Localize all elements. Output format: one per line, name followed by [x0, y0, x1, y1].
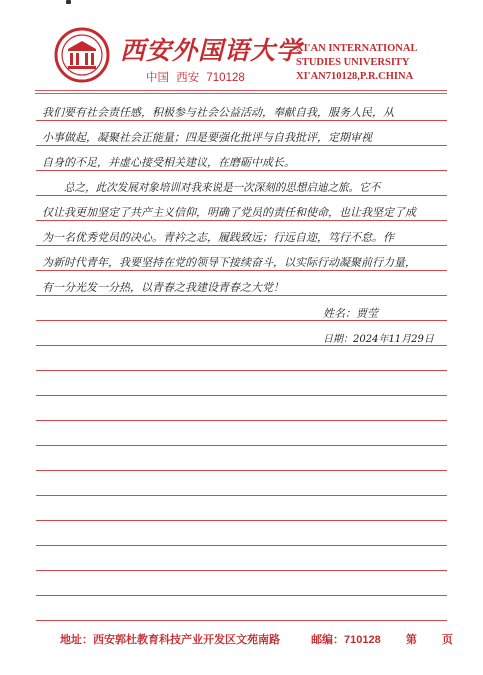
handwritten-line: 自身的不足，并虚心接受相关建议，在磨砺中成长。 — [42, 156, 295, 169]
ruled-line — [36, 520, 447, 521]
handwritten-line: 总之，此次发展对象培训对我来说是一次深刻的思想启迪之旅。它不 — [64, 181, 381, 194]
ruled-line — [36, 420, 447, 421]
footer-address: 地址：西安郭杜教育科技产业开发区文苑南路 — [60, 634, 280, 646]
ruled-line — [36, 145, 447, 146]
handwritten-line: 为一名优秀党员的决心。青衿之志，履践致远；行远自迩，笃行不怠。作 — [42, 231, 394, 244]
ruled-line — [36, 120, 447, 121]
university-name-cn: 西安外国语大学 — [120, 36, 303, 65]
date-value: 2024年11月29日 — [353, 334, 434, 345]
header-rule — [35, 90, 447, 91]
university-name-en-line2: STUDIES UNIVERSITY — [296, 57, 410, 68]
ruled-line — [36, 195, 447, 196]
ruled-line — [36, 345, 447, 346]
handwritten-line: 为新时代青年，我要坚持在党的领导下接续奋斗，以实际行动凝聚前行力量， — [42, 256, 416, 269]
handwritten-line: 仅让我更加坚定了共产主义信仰，明确了党员的责任和使命，也让我坚定了成 — [42, 206, 416, 219]
university-logo-icon — [54, 27, 110, 83]
signature-name: 贾莹 — [356, 307, 378, 320]
ruled-line — [36, 545, 447, 546]
footer-page-suffix: 页 — [441, 634, 453, 646]
date-label: 日期： — [323, 334, 353, 345]
signature-row — [323, 305, 443, 321]
footer-page-label: 第 — [405, 634, 417, 646]
signature-label: 姓名： — [323, 307, 356, 320]
ruled-line — [36, 245, 447, 246]
handwritten-line: 小事做起，凝聚社会正能量；四是要强化批评与自我批评，定期审视 — [42, 131, 372, 144]
ruled-line — [36, 395, 447, 396]
ruled-line — [36, 370, 447, 371]
location-cn: 中国 西安 710128 — [146, 72, 245, 84]
ruled-line — [36, 570, 447, 571]
ruled-line — [36, 295, 447, 296]
handwritten-line: 有一分光发一分热，以青春之我建设青春之大党！ — [42, 281, 284, 294]
ruled-line — [36, 170, 447, 171]
footer-postcode: 邮编：710128 — [311, 634, 381, 646]
university-name-en-line1: XI'AN INTERNATIONAL — [296, 43, 418, 54]
date-row — [323, 330, 447, 345]
footer — [60, 631, 460, 647]
handwritten-line: 我们要有社会责任感，积极参与社会公益活动，奉献自我，服务人民，从 — [42, 106, 394, 119]
ruled-line — [36, 445, 447, 446]
ruled-line — [36, 470, 447, 471]
ruled-line — [36, 270, 447, 271]
ruled-line — [36, 220, 447, 221]
ruled-line — [36, 495, 447, 496]
header-rule — [35, 93, 447, 94]
ruled-line — [36, 620, 447, 621]
university-address-en: XI'AN710128,P.R.CHINA — [296, 71, 414, 82]
ruled-line — [36, 595, 447, 596]
punch-mark — [66, 0, 71, 4]
